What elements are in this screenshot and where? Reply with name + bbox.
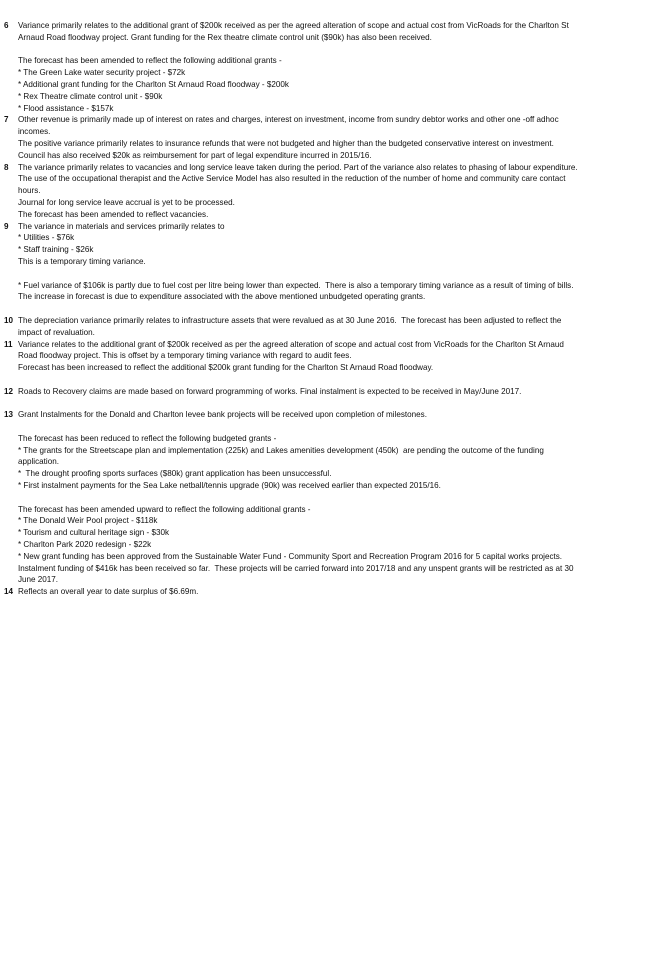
note-number: 7 (4, 115, 9, 125)
note-line: Journal for long service leave accrual is yet to be processed. (18, 197, 235, 207)
note-line: incomes. (18, 127, 51, 137)
note-line: The forecast has been amended upward to reflect the following additional grants - (18, 504, 311, 514)
note-line: * First instalment payments for the Sea Lake netball/tennis upgrade (90k) was received earlier than expected 2015/16. (18, 481, 441, 491)
note-line: The use of the occupational therapist and the Active Service Model has also resulted in the reduction of the number of home and community care contact (18, 174, 566, 184)
note-number: 9 (4, 221, 9, 231)
note-item (4, 409, 656, 586)
note-line: The increase in forecast is due to expenditure associated with the above mentioned unbudgeted operating grants. (18, 292, 426, 302)
note-line: Other revenue is primarily made up of interest on rates and charges, interest on investment, income from sundry debtor works and other one -off adhoc (18, 115, 559, 125)
note-line: Instalment funding of $416k has been received so far. These projects will be carried forward into 2017/18 and any unspent grants will be restricted as at 30 (18, 563, 574, 573)
note-body (18, 339, 656, 386)
note-number: 8 (4, 162, 9, 172)
note-item (4, 20, 656, 114)
note-line: * Flood assistance - $157k (18, 103, 114, 113)
note-body (18, 586, 656, 598)
note-item (4, 162, 656, 221)
note-line: Arnaud Road floodway project. Grant funding for the Rex theatre climate control unit ($90k) has also been received. (18, 32, 432, 42)
note-line: * The Green Lake water security project - $72k (18, 68, 186, 78)
note-number: 10 (4, 315, 14, 325)
note-line: * The drought proofing sports surfaces ($80k) grant application has been unsuccessful. (18, 469, 332, 479)
note-item (4, 114, 656, 161)
note-line: This is a temporary timing variance. (18, 256, 146, 266)
note-line: Reflects an overall year to date surplus of $6.69m. (18, 587, 199, 597)
note-body (18, 20, 656, 114)
note-body (18, 162, 656, 221)
note-line: Roads to Recovery claims are made based on forward programming of works. Final instalment is expected to be received in May/June 2017. (18, 386, 522, 396)
note-line: * The Donald Weir Pool project - $118k (18, 516, 158, 526)
note-line (18, 268, 656, 280)
note-line: * The grants for the Streetscape plan and implementation (225k) and Lakes amenities development (450k) are pending the outcome of the funding (18, 445, 544, 455)
note-line (18, 492, 656, 504)
note-line: * Charlton Park 2020 redesign - $22k (18, 540, 152, 550)
note-line: Grant Instalments for the Donald and Charlton levee bank projects will be received upon completion of milestones. (18, 410, 427, 420)
note-item (4, 339, 656, 386)
note-body (18, 315, 656, 339)
note-number: 6 (4, 21, 9, 30)
note-line: June 2017. (18, 575, 59, 585)
note-line: The variance primarily relates to vacancies and long service leave taken during the period. Part of the variance also relates to phasing of labour expenditure. (18, 162, 578, 172)
note-line: * Additional grant funding for the Charlton St Arnaud Road floodway - $200k (18, 79, 289, 89)
note-line: application. (18, 457, 59, 467)
note-number: 14 (4, 587, 14, 597)
note-number: 13 (4, 410, 14, 420)
note-line: Council has also received $20k as reimbursement for part of legal expenditure incurred in 2015/16. (18, 150, 372, 160)
note-line: The forecast has been amended to reflect vacancies. (18, 209, 209, 219)
note-line: Variance relates to the additional grant of $200k received as per the agreed alteration of scope and actual cost from VicRoads for the Charlton St Arnaud (18, 339, 564, 349)
note-line: The positive variance primarily relates to insurance refunds that were not budgeted and higher than the budgeted conservative interest on investment. (18, 138, 554, 148)
note-line: The forecast has been amended to reflect the following additional grants - (18, 56, 282, 66)
note-body (18, 409, 656, 586)
note-item (4, 386, 656, 410)
note-line: Forecast has been increased to reflect the additional $200k grant funding for the Charlton St Arnaud Road floodway. (18, 363, 434, 373)
variance-notes (4, 20, 656, 598)
note-item (4, 586, 656, 598)
note-line: The forecast has been reduced to reflect the following budgeted grants - (18, 433, 277, 443)
note-line (18, 44, 656, 56)
note-line: hours. (18, 186, 41, 196)
note-line (18, 303, 656, 315)
note-body (18, 386, 656, 410)
note-number: 11 (4, 339, 13, 349)
note-line: The depreciation variance primarily relates to infrastructure assets that were revalued as at 30 June 2016. The forecast has been adjusted to reflect the (18, 315, 562, 325)
note-body (18, 221, 656, 315)
note-line: Variance primarily relates to the additional grant of $200k received as per the agreed alteration of scope and actual cost from VicRoads for the Charlton St (18, 21, 569, 30)
note-line (18, 421, 656, 433)
note-line: * Tourism and cultural heritage sign - $30k (18, 528, 170, 538)
note-number: 12 (4, 386, 14, 396)
note-line: * Staff training - $26k (18, 245, 94, 255)
note-line (18, 374, 656, 386)
note-line: * Rex Theatre climate control unit - $90k (18, 91, 163, 101)
note-line (18, 398, 656, 410)
note-body (18, 114, 656, 161)
note-item (4, 221, 656, 315)
note-line: * Utilities - $76k (18, 233, 75, 243)
note-line: Road floodway project. This is offset by a temporary timing variance with regard to audit fees. (18, 351, 352, 361)
note-line: impact of revaluation. (18, 327, 95, 337)
note-line: The variance in materials and services primarily relates to (18, 221, 225, 231)
note-line: * New grant funding has been approved from the Sustainable Water Fund - Community Sport and Recreation Program 2016 for 5 capital works projects. (18, 551, 563, 561)
note-line: * Fuel variance of $106k is partly due to fuel cost per litre being lower than expected. There is also a temporary timing variance as a result of timing of bills. (18, 280, 574, 290)
note-item (4, 315, 656, 339)
